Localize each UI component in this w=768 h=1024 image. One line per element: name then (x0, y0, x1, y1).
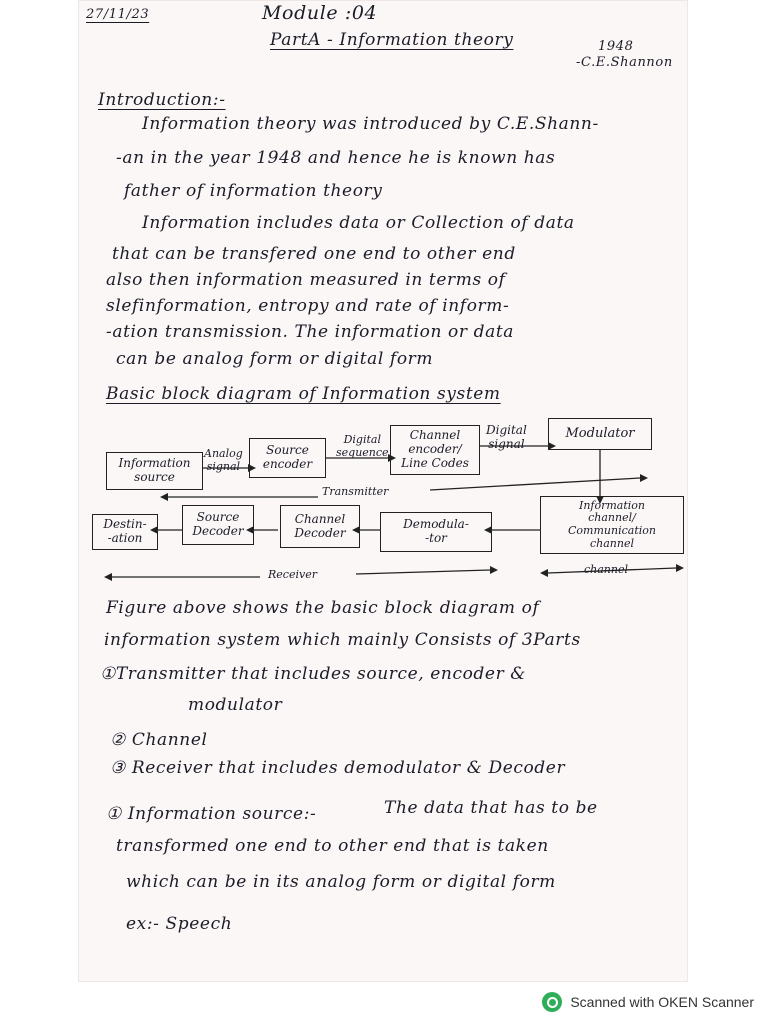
channel-decoder-block: Channel Decoder (280, 505, 360, 548)
info-source-heading: ① Information source:- (106, 804, 317, 824)
scanner-watermark (542, 992, 754, 1012)
year: 1948 (598, 39, 634, 54)
explanation-item: modulator (188, 695, 283, 715)
explanation-item: ③ Receiver that includes demodulator & Decoder (110, 758, 566, 778)
channel-label: channel (584, 563, 628, 576)
author: -C.E.Shannon (576, 55, 673, 70)
source-encoder-block: Source encoder (249, 438, 326, 478)
information-source-block: Information source (106, 452, 203, 490)
scanner-text: Scanned with OKEN Scanner (570, 994, 754, 1010)
intro-line: Information theory was introduced by C.E.Shann- (142, 114, 599, 134)
info-source-line: ex:- Speech (126, 914, 233, 934)
transmitter-label: Transmitter (322, 485, 389, 498)
intro-line: slefinformation, entropy and rate of inform- (106, 296, 510, 316)
explanation-item: ①Transmitter that includes source, encoder & (100, 664, 527, 684)
source-decoder-block: Source Decoder (182, 505, 254, 545)
demodulator-block: Demodula- -tor (380, 512, 492, 552)
oken-logo-icon (542, 992, 562, 1012)
digital-signal-label: Digital signal (486, 423, 527, 451)
intro-line: father of information theory (124, 181, 383, 201)
intro-line: -ation transmission. The information or data (106, 322, 514, 342)
digital-sequence-label: Digital sequence (336, 433, 389, 459)
information-channel-block: Information channel/ Communication channel (540, 496, 684, 554)
info-source-line: The data that has to be (384, 798, 598, 818)
explanation-line: Figure above shows the basic block diagram of (106, 598, 540, 618)
diagram-heading: Basic block diagram of Information system (106, 384, 501, 404)
info-source-line: which can be in its analog form or digital form (126, 872, 556, 892)
date: 27/11/23 (86, 7, 150, 22)
intro-line: -an in the year 1948 and hence he is known has (116, 148, 556, 168)
intro-line: Information includes data or Collection of data (142, 213, 575, 233)
intro-line: can be analog form or digital form (116, 349, 434, 369)
destination-block: Destin- -ation (92, 514, 158, 550)
module-title: Module :04 (262, 2, 378, 24)
receiver-label: Receiver (268, 568, 317, 581)
intro-line: that can be transfered one end to other end (112, 244, 516, 264)
info-source-line: transformed one end to other end that is taken (116, 836, 549, 856)
channel-encoder-block: Channel encoder/ Line Codes (390, 425, 480, 475)
part-title: PartA - Information theory (270, 30, 514, 50)
intro-heading: Introduction:- (98, 90, 226, 110)
explanation-item: ② Channel (110, 730, 208, 750)
explanation-line: information system which mainly Consists of 3Parts (104, 630, 581, 650)
intro-line: also then information measured in terms of (106, 270, 506, 290)
modulator-block: Modulator (548, 418, 652, 450)
analog-signal-label: Analog signal (204, 447, 243, 473)
